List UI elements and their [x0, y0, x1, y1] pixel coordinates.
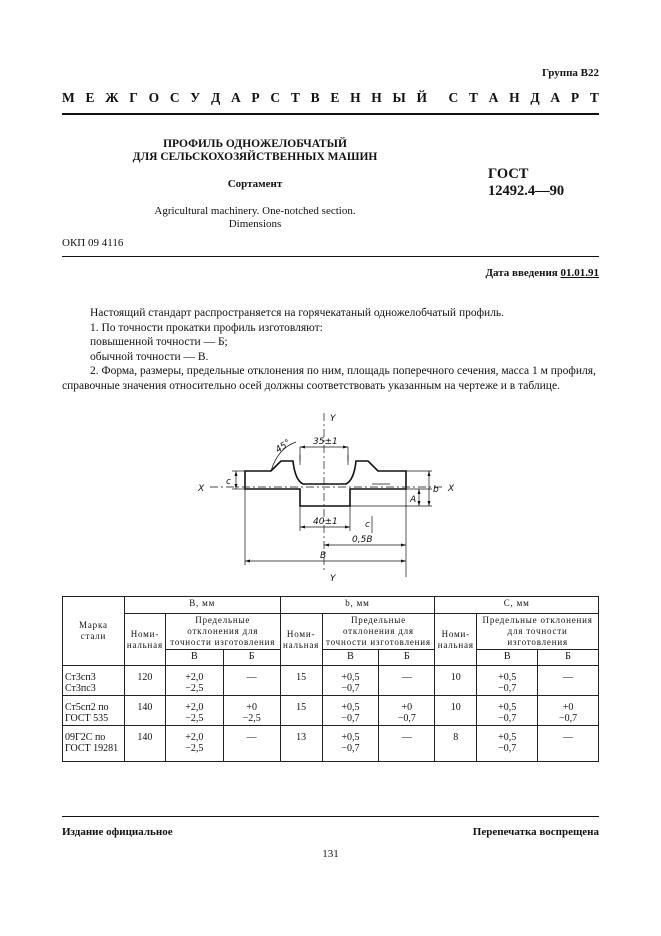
table-row: [63, 666, 599, 696]
dim-top-label: 35±1: [313, 437, 338, 447]
intro-date-value: 01.01.91: [560, 267, 599, 279]
heading-letter: С: [270, 90, 281, 105]
steel-grade-alt: Ст3пс3: [65, 683, 96, 694]
steel-grade-alt: ГОСТ 19281: [65, 743, 119, 754]
profile-outline: [245, 461, 406, 506]
heading-letter: Г: [129, 90, 138, 105]
C-dev-b-plus: —: [563, 672, 574, 683]
acc-v-b: В: [322, 650, 379, 666]
heading-letter: Е: [330, 90, 340, 105]
english-title-1: Agricultural machinery. One-notched section.: [154, 205, 356, 217]
paragraph-scope: Настоящий стандарт распространяется на горячекатаный одножелобчатый профиль.: [90, 307, 505, 319]
gost-code: 12492.4—90: [488, 183, 565, 199]
paragraph-accuracy: 1. По точности прокатки профиль изготовляют:: [90, 321, 323, 334]
subtitle: Сортамент: [227, 178, 283, 190]
B-dev-v-minus: −2,5: [185, 683, 204, 694]
title-line-1: ПРОФИЛЬ ОДНОЖЕЛОБЧАТЫЙ: [163, 138, 347, 150]
b-nominal: 15: [280, 696, 322, 726]
B-dev-b-plus: +0: [246, 702, 257, 713]
b-dev-v-minus: −0,7: [341, 743, 360, 754]
C-dev-b-plus: —: [563, 732, 574, 743]
steel-grade: Ст5сп2 по: [65, 702, 109, 713]
gost-label: ГОСТ: [488, 166, 529, 182]
english-title-2: Dimensions: [228, 218, 282, 230]
acc-b-b: Б: [379, 650, 435, 666]
angle-label: 45°: [273, 438, 293, 456]
dim-small-b-label: b: [433, 485, 439, 495]
B-dev-v-minus: −2,5: [185, 743, 204, 754]
group-c: C, мм: [435, 597, 599, 614]
b-dev-v-plus: +0,5: [341, 702, 360, 713]
C-nominal: 8: [435, 726, 477, 762]
heading-letter: Н: [371, 90, 382, 105]
C-dev-b-plus: +0: [562, 702, 574, 713]
B-dev-v-plus: +2,0: [185, 672, 204, 683]
heading-letter: А: [488, 90, 499, 105]
col-nominal-C: Номи-нальная: [435, 614, 477, 666]
interstate-standard-heading: [62, 90, 599, 106]
b-dev-b-plus: —: [401, 672, 412, 683]
heading-letter: М: [62, 90, 75, 105]
table-row: [63, 726, 599, 762]
body-text: [62, 306, 599, 393]
heading-letter: Р: [570, 90, 580, 105]
b-dev-b-minus: −0,7: [397, 713, 416, 724]
b-dev-v-plus: +0,5: [341, 672, 360, 683]
group-b-thickness: b, мм: [280, 597, 435, 614]
col-nominal-b: Номи-нальная: [280, 614, 322, 666]
b-dev-v-minus: −0,7: [341, 683, 360, 694]
dim-a-label: A: [410, 495, 417, 505]
heading-letter: Й: [416, 90, 428, 105]
footer-rule: [62, 816, 599, 817]
heading-letter: Н: [350, 90, 361, 105]
acc-b-B: Б: [223, 650, 280, 666]
b-nominal: 13: [280, 726, 322, 762]
axis-x-left-label: X: [198, 484, 205, 494]
dimensions-table: [62, 596, 599, 762]
B-dev-v-plus: +2,0: [185, 732, 204, 743]
heading-letter: Т: [290, 90, 300, 105]
C-dev-v-plus: +0,5: [498, 672, 517, 683]
heading-letter: Д: [530, 90, 540, 105]
C-dev-v-minus: −0,7: [498, 683, 517, 694]
steel-grade-alt: ГОСТ 535: [65, 713, 109, 724]
axis-y-bottom-label: Y: [330, 574, 336, 584]
B-dev-v-plus: +2,0: [185, 702, 204, 713]
intro-date-label: Дата введения: [485, 267, 561, 279]
heading-letter: Н: [509, 90, 520, 105]
b-dev-v-minus: −0,7: [341, 713, 360, 724]
col-deviation-b: Предельные отклонения для точности изготовления: [322, 614, 435, 650]
title-line-2: ДЛЯ СЕЛЬСКОХОЗЯЙСТВЕННЫХ МАШИН: [132, 151, 378, 163]
heading-letter: С: [448, 90, 459, 105]
group-code: Группа В22: [541, 67, 599, 79]
col-steel-grade: Марка стали: [63, 597, 125, 666]
page-number: 131: [322, 848, 339, 860]
heading-letter: Ы: [392, 90, 406, 105]
heading-letter: О: [148, 90, 160, 105]
C-dev-v-plus: +0,5: [498, 732, 517, 743]
C-nominal: 10: [435, 666, 477, 696]
gost-number: [488, 166, 564, 200]
B-nominal: 140: [124, 726, 165, 762]
okp-code: ОКП 09 4116: [62, 237, 124, 249]
acc-v-C: В: [477, 650, 538, 666]
heading-letter: У: [190, 90, 201, 105]
dim-b-total-label: B: [320, 551, 327, 561]
top-rule: [62, 113, 599, 115]
paragraph-accuracy-high: повышенной точности — Б;: [90, 336, 228, 348]
axis-x-right-label: X: [448, 484, 455, 494]
title-block: [100, 138, 410, 231]
heading-letter: Е: [85, 90, 95, 105]
group-b-width: B, мм: [124, 597, 280, 614]
paragraph-dimensions: 2. Форма, размеры, предельные отклонения по ним, площадь поперечного сечения, масса 1 м профиля, справочные значения относительно осей должны соответствовать указанным на чертеже и в таблице.: [62, 365, 596, 392]
B-nominal: 120: [124, 666, 165, 696]
col-deviation-C: Предельные отклонения для точности изготовления: [477, 614, 599, 650]
steel-grade: 09Г2С по: [65, 732, 106, 743]
table-row: [63, 696, 599, 726]
b-nominal: 15: [280, 666, 322, 696]
C-dev-v-minus: −0,7: [498, 713, 517, 724]
heading-letter: С: [169, 90, 180, 105]
heading-letter: А: [550, 90, 561, 105]
dim-half-b-label: 0,5B: [352, 535, 373, 545]
b-dev-b-plus: —: [401, 732, 412, 743]
heading-letter: А: [230, 90, 241, 105]
heading-letter: Т: [589, 90, 599, 105]
header-rule: [62, 256, 599, 257]
B-dev-b-plus: —: [246, 672, 257, 683]
C-dev-b-minus: −0,7: [558, 713, 578, 724]
B-dev-v-minus: −2,5: [185, 713, 204, 724]
official-edition-note: Издание официальное: [62, 826, 173, 838]
dim-c-bottom-label: c: [365, 520, 370, 530]
C-dev-v-minus: −0,7: [498, 743, 517, 754]
acc-b-C: Б: [538, 650, 599, 666]
heading-letter: В: [310, 90, 320, 105]
profile-drawing: [170, 405, 470, 585]
heading-letter: Д: [210, 90, 221, 105]
paragraph-accuracy-normal: обычной точности — В.: [90, 350, 209, 363]
heading-letter: Т: [468, 90, 478, 105]
dim-c-left-label: c: [226, 477, 231, 487]
b-dev-v-plus: +0,5: [341, 732, 360, 743]
heading-letter: Ж: [105, 90, 119, 105]
b-dev-b-plus: +0: [401, 702, 413, 713]
dim-bottom-label: 40±1: [313, 517, 338, 527]
C-dev-v-plus: +0,5: [498, 702, 517, 713]
B-dev-b-minus: −2,5: [242, 713, 261, 724]
heading-letter: Р: [251, 90, 260, 105]
B-dev-b-plus: —: [246, 732, 257, 743]
reprint-prohibited-note: Перепечатка воспрещена: [472, 826, 599, 838]
C-nominal: 10: [435, 696, 477, 726]
col-deviation-B: Предельные отклонения для точности изготовления: [165, 614, 280, 650]
acc-v-B: В: [165, 650, 223, 666]
axis-y-top-label: Y: [330, 414, 336, 424]
introduction-date: [485, 267, 599, 279]
steel-grade: Ст3сп3: [65, 672, 96, 683]
col-nominal-B: Номи-нальная: [124, 614, 165, 666]
B-nominal: 140: [124, 696, 165, 726]
